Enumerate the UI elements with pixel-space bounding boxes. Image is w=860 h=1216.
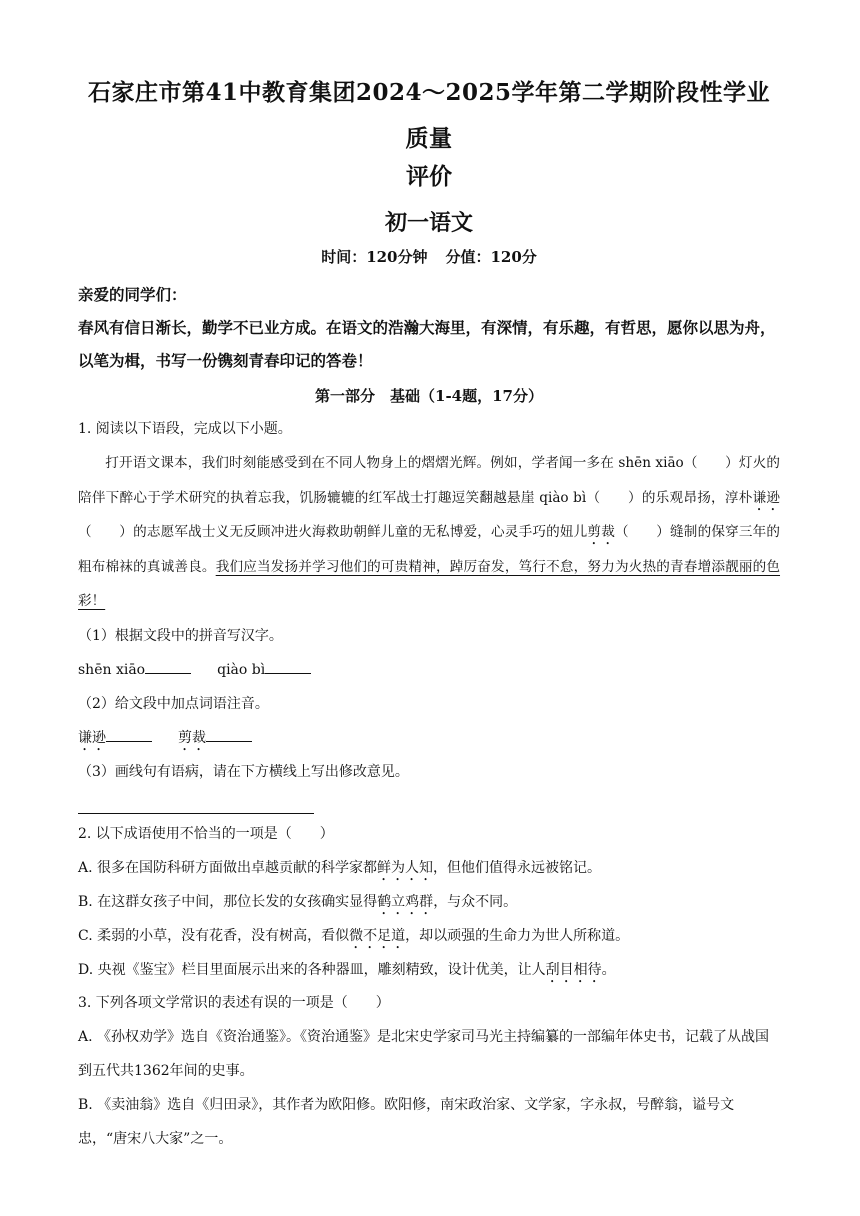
exam-time: 时间：120分钟 bbox=[321, 248, 428, 266]
answer-blank[interactable] bbox=[106, 727, 152, 742]
question-2-option-b: B. 在这群女孩子中间，那位长发的女孩确实显得鹤立鸡群，与众不同。 bbox=[78, 893, 518, 910]
subject-title: 初一语文 bbox=[384, 210, 473, 236]
question-2-option-d: D. 央视《鉴宝》栏目里面展示出来的各种器皿，雕刻精致，设计优美，让人刮目相待。 bbox=[78, 961, 616, 978]
exam-title-cont: 评价 bbox=[406, 163, 452, 190]
answer-blank[interactable] bbox=[145, 659, 191, 674]
question-1-passage: 打开语文课本，我们时刻能感受到在不同人物身上的熠熠光辉。例如，学者闻一多在 shēn xiāo（ ）灯火的陪伴下醉心于学术研究的执着忘我，饥肠辘辘的红军战士打趣逗笑翻越悬崖 qiào bì（ ）的乐观昂扬，淳朴谦逊（ ）的志愿军战士义无反顾冲进火海救助朝鲜儿童的无私博爱，心灵手巧的妞儿剪裁（ ）缝制的保穿三年的粗布棉袜的真诚善良。我们应当发扬并学习他们的可贵精神，踔厉奋发，笃行不怠，努力为火热的青春增添靓丽的色彩！ bbox=[78, 455, 781, 609]
greeting: 亲爱的同学们： bbox=[78, 285, 187, 304]
answer-blank[interactable] bbox=[206, 727, 252, 742]
intro-message: 春风有信日渐长，勤学不已业方成。在语文的浩瀚大海里，有深情，有乐趣，有哲思，愿你以思为舟，以笔为楫，书写一份镌刻青春印记的答卷！ bbox=[78, 318, 776, 370]
time-score-info bbox=[78, 242, 780, 272]
question-2-option-c: C. 柔弱的小草，没有花香，没有树高，看似微不足道，却以顽强的生命力为世人所称道。 bbox=[78, 927, 630, 944]
dotted-word: 剪裁 bbox=[587, 524, 615, 540]
exam-page bbox=[78, 70, 780, 1156]
answer-line[interactable] bbox=[78, 791, 314, 814]
question-2-stem: 2. 以下成语使用不恰当的一项是（ ） bbox=[78, 825, 334, 842]
sub-question-3: （3）画线句有语病，请在下方横线上写出修改意见。 bbox=[78, 763, 409, 780]
exam-title: 石家庄市第41中教育集团2024～2025学年第二学期阶段性学业质量 bbox=[87, 79, 771, 152]
question-1-stem: 1. 阅读以下语段，完成以下小题。 bbox=[78, 421, 292, 437]
question-3-option-a: A. 《孙权劝学》选自《资治通鉴》。《资治通鉴》是北宋史学家司马光主持编纂的一部编年体史书，记载了从战国到五代共1362年间的史事。 bbox=[78, 1028, 770, 1079]
exam-score: 分值：120分 bbox=[445, 248, 537, 266]
section-heading: 第一部分 基础（1-4题，17分） bbox=[315, 387, 543, 405]
sub-question-1: （1）根据文段中的拼音写汉字。 bbox=[78, 627, 283, 644]
question-3-option-b: B. 《卖油翁》选自《归田录》，其作者为欧阳修。欧阳修，南宋政治家、文学家，字永叔，号醉翁，谥号文忠，“唐宋八大家”之一。 bbox=[78, 1096, 735, 1147]
dotted-word: 谦逊 bbox=[752, 489, 780, 506]
answer-blank[interactable] bbox=[265, 659, 311, 674]
question-3-stem: 3. 下列各项文学常识的表述有误的一项是（ ） bbox=[78, 994, 390, 1011]
sub-question-2: （2）给文段中加点词语注音。 bbox=[78, 695, 269, 712]
question-2-option-a: A. 很多在国防科研方面做出卓越贡献的科学家都鲜为人知，但他们值得永远被铭记。 bbox=[78, 859, 602, 876]
pinyin-answers: shēn xiāo qiào bì bbox=[78, 653, 780, 687]
phonetic-answers: 谦逊 剪裁 bbox=[78, 721, 780, 755]
underlined-sentence: 我们应当发扬并学习他们的可贵精神，踔厉奋发，笃行不怠，努力为火热的青春增添靓丽的色彩！ bbox=[78, 558, 781, 609]
